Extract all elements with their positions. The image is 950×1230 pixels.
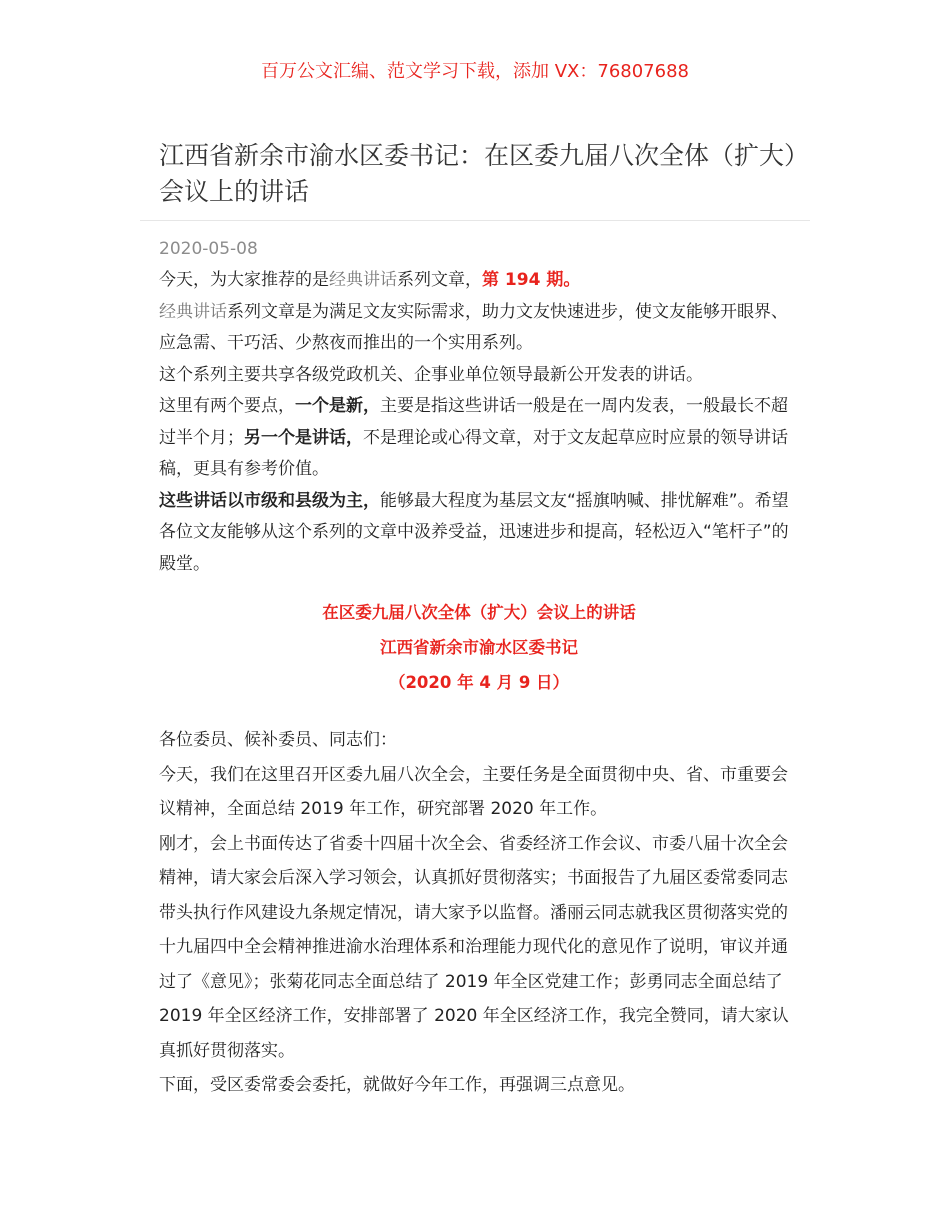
- intro-paragraph-1: [159, 265, 799, 297]
- intro-text: 系列文章是为满足文友实际需求，助力文友快速进步，使文友能够开眼界、应急需、干巧活、少熬夜而推出的一个实用系列。: [159, 301, 788, 353]
- intro-text: 不是理论或心得文章，对于文友起草应时应景的领导讲话稿，更具有参考价值。: [159, 427, 788, 479]
- speech-date: （2020 年 4 月 9 日）: [388, 673, 570, 692]
- key-point-level: 这些讲话以市级和县级为主，: [159, 490, 380, 511]
- series-name: 经典讲话: [159, 301, 227, 322]
- publish-date: 2020-05-08: [159, 239, 258, 259]
- download-banner: 百万公文汇编、范文学习下载，添加 VX：76807688: [261, 61, 689, 82]
- key-point-new: 一个是新，: [295, 396, 380, 416]
- intro-text: 能够最大程度为基层文友“摇旗呐喊、排忧解难”。希望各位文友能够从这个系列的文章中汲养受益，迅速进步和提高，轻松迈入“笔杆子”的殿堂。: [159, 490, 789, 574]
- speech-paragraph-2: 刚才，会上书面传达了省委十四届十次全会、省委经济工作会议、市委八届十次全会精神，请大家会后深入学习领会，认真抓好贯彻落实；书面报告了九届区委常委同志带头执行作风建设九条规定情况，请大家予以监督。潘丽云同志就我区贯彻落实党的十九届四中全会精神推进渝水治理体系和治理能力现代化的意见作了说明，审议并通过了《意见》；张菊花同志全面总结了 2019 年全区党建工作；彭勇同志全面总结了 2019 年全区经济工作，安排部署了 2020 年全区经济工作，我完全赞同，请大家认真抓好贯彻落实。: [159, 833, 789, 1061]
- intro-text: 这里有两个要点，: [159, 396, 295, 416]
- speech-paragraph-3: 下面，受区委常委会委托，就做好今年工作，再强调三点意见。: [159, 1075, 635, 1095]
- intro-paragraph-5: [159, 486, 799, 581]
- intro-text: 主要是指这些讲话一般是在一周内发表，一般最长不超过半个月；: [159, 396, 788, 448]
- key-point-speech: 另一个是讲话，: [244, 427, 363, 448]
- intro-text: 系列文章，: [397, 270, 482, 290]
- intro-section: [159, 265, 799, 700]
- salutation: 各位委员、候补委员、同志们：: [159, 730, 397, 750]
- series-name: 经典讲话: [329, 270, 397, 290]
- article-title: 江西省新余市渝水区委书记：在区委九届八次全体（扩大）会议上的讲话: [159, 141, 810, 206]
- speech-heading: 在区委九届八次全体（扩大）会议上的讲话: [322, 603, 636, 622]
- issue-number: 第 194 期。: [482, 270, 581, 290]
- speaker-title: 江西省新余市渝水区委书记: [380, 638, 578, 657]
- intro-paragraph-3: 这个系列主要共享各级党政机关、企事业单位领导最新公开发表的讲话。: [159, 364, 703, 385]
- speech-body: [159, 723, 799, 1103]
- speech-paragraph-1: 今天，我们在这里召开区委九届八次全会，主要任务是全面贯彻中央、省、市重要会议精神，全面总结 2019 年工作，研究部署 2020 年工作。: [159, 764, 788, 819]
- title-divider: [140, 220, 810, 221]
- intro-text: 今天，为大家推荐的是: [159, 270, 329, 290]
- intro-paragraph-4: [159, 391, 799, 486]
- intro-paragraph-2: [159, 297, 799, 360]
